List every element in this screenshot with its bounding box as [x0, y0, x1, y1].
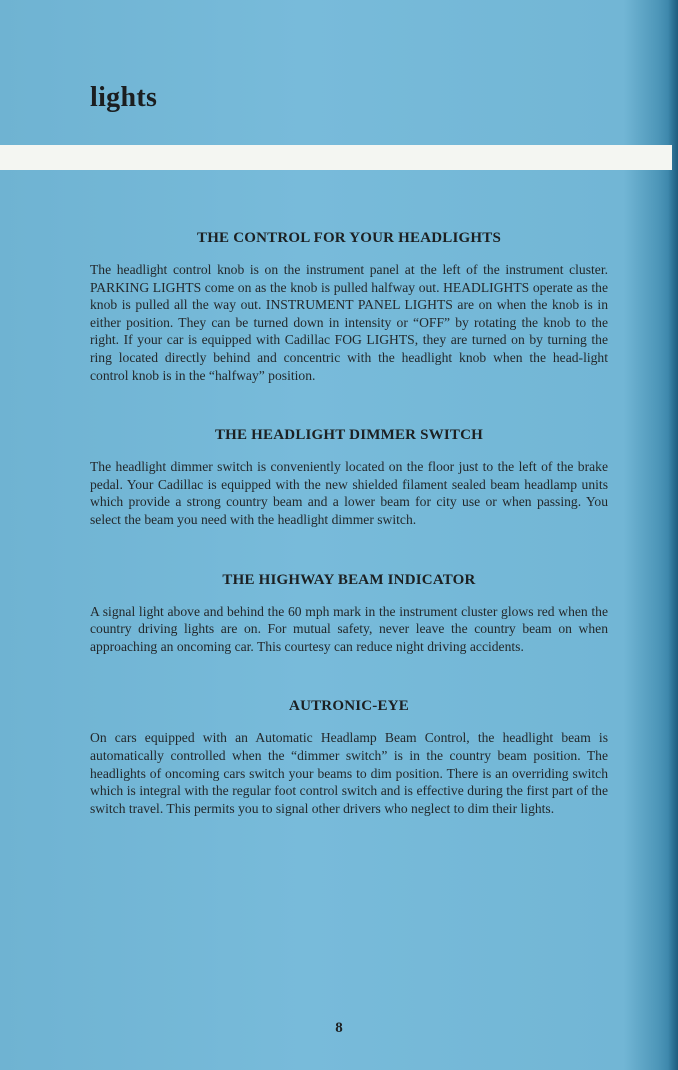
section-body: The headlight control knob is on the instrument panel at the left of the instrument cluster. PARKING LIGHTS come on as the knob is pulled halfway out. HEADLIGHTS operate as the knob is pulled all the way out. INSTRUMENT PANEL LIGHTS are on when the knob is in either position. They can be turned down in intensity or “OFF” by rotating the knob to the right. If your car is equipped with Cadillac FOG LIGHTS, they are turned on by turning the ring located directly behind and concentric with the headlight knob when the head-light control knob is in the “halfway” position.: [90, 262, 608, 383]
title-divider-band: [0, 145, 672, 170]
section-highway-beam-indicator: [90, 572, 608, 656]
section-body: On cars equipped with an Automatic Headlamp Beam Control, the headlight beam is automatically controlled when the “dimmer switch” is in the country beam position. The headlights of oncoming cars switch your beams to dim position. There is an overriding switch which is integral with the regular foot control switch and is effective during the first part of the switch travel. This permits you to signal other drivers who neglect to dim their lights.: [90, 730, 608, 816]
section-heading: THE HIGHWAY BEAM INDICATOR: [222, 571, 476, 588]
section-body: A signal light above and behind the 60 mph mark in the instrument cluster glows red when the country driving lights are on. For mutual safety, never leave the country beam on when approaching an oncoming car. This courtesy can reduce night driving accidents.: [90, 603, 608, 654]
section-dimmer-switch: [90, 427, 608, 528]
page-content: [90, 230, 608, 860]
section-heading: THE HEADLIGHT DIMMER SWITCH: [214, 427, 484, 444]
section-autronic-eye: [90, 698, 608, 817]
section-body: The headlight dimmer switch is conveniently located on the floor just to the left of the brake pedal. Your Cadillac is equipped with the new shielded filament sealed beam headlamp units which provide a strong country beam and a lower beam for city use or when passing. You select the beam you need with the headlight dimmer switch.: [90, 459, 608, 527]
page-number: 8: [335, 1020, 343, 1036]
section-title: lights: [90, 82, 158, 113]
section-heading: AUTRONIC-EYE: [289, 698, 409, 715]
section-heading: THE CONTROL FOR YOUR HEADLIGHTS: [196, 230, 502, 246]
section-headlight-control: [90, 230, 608, 384]
